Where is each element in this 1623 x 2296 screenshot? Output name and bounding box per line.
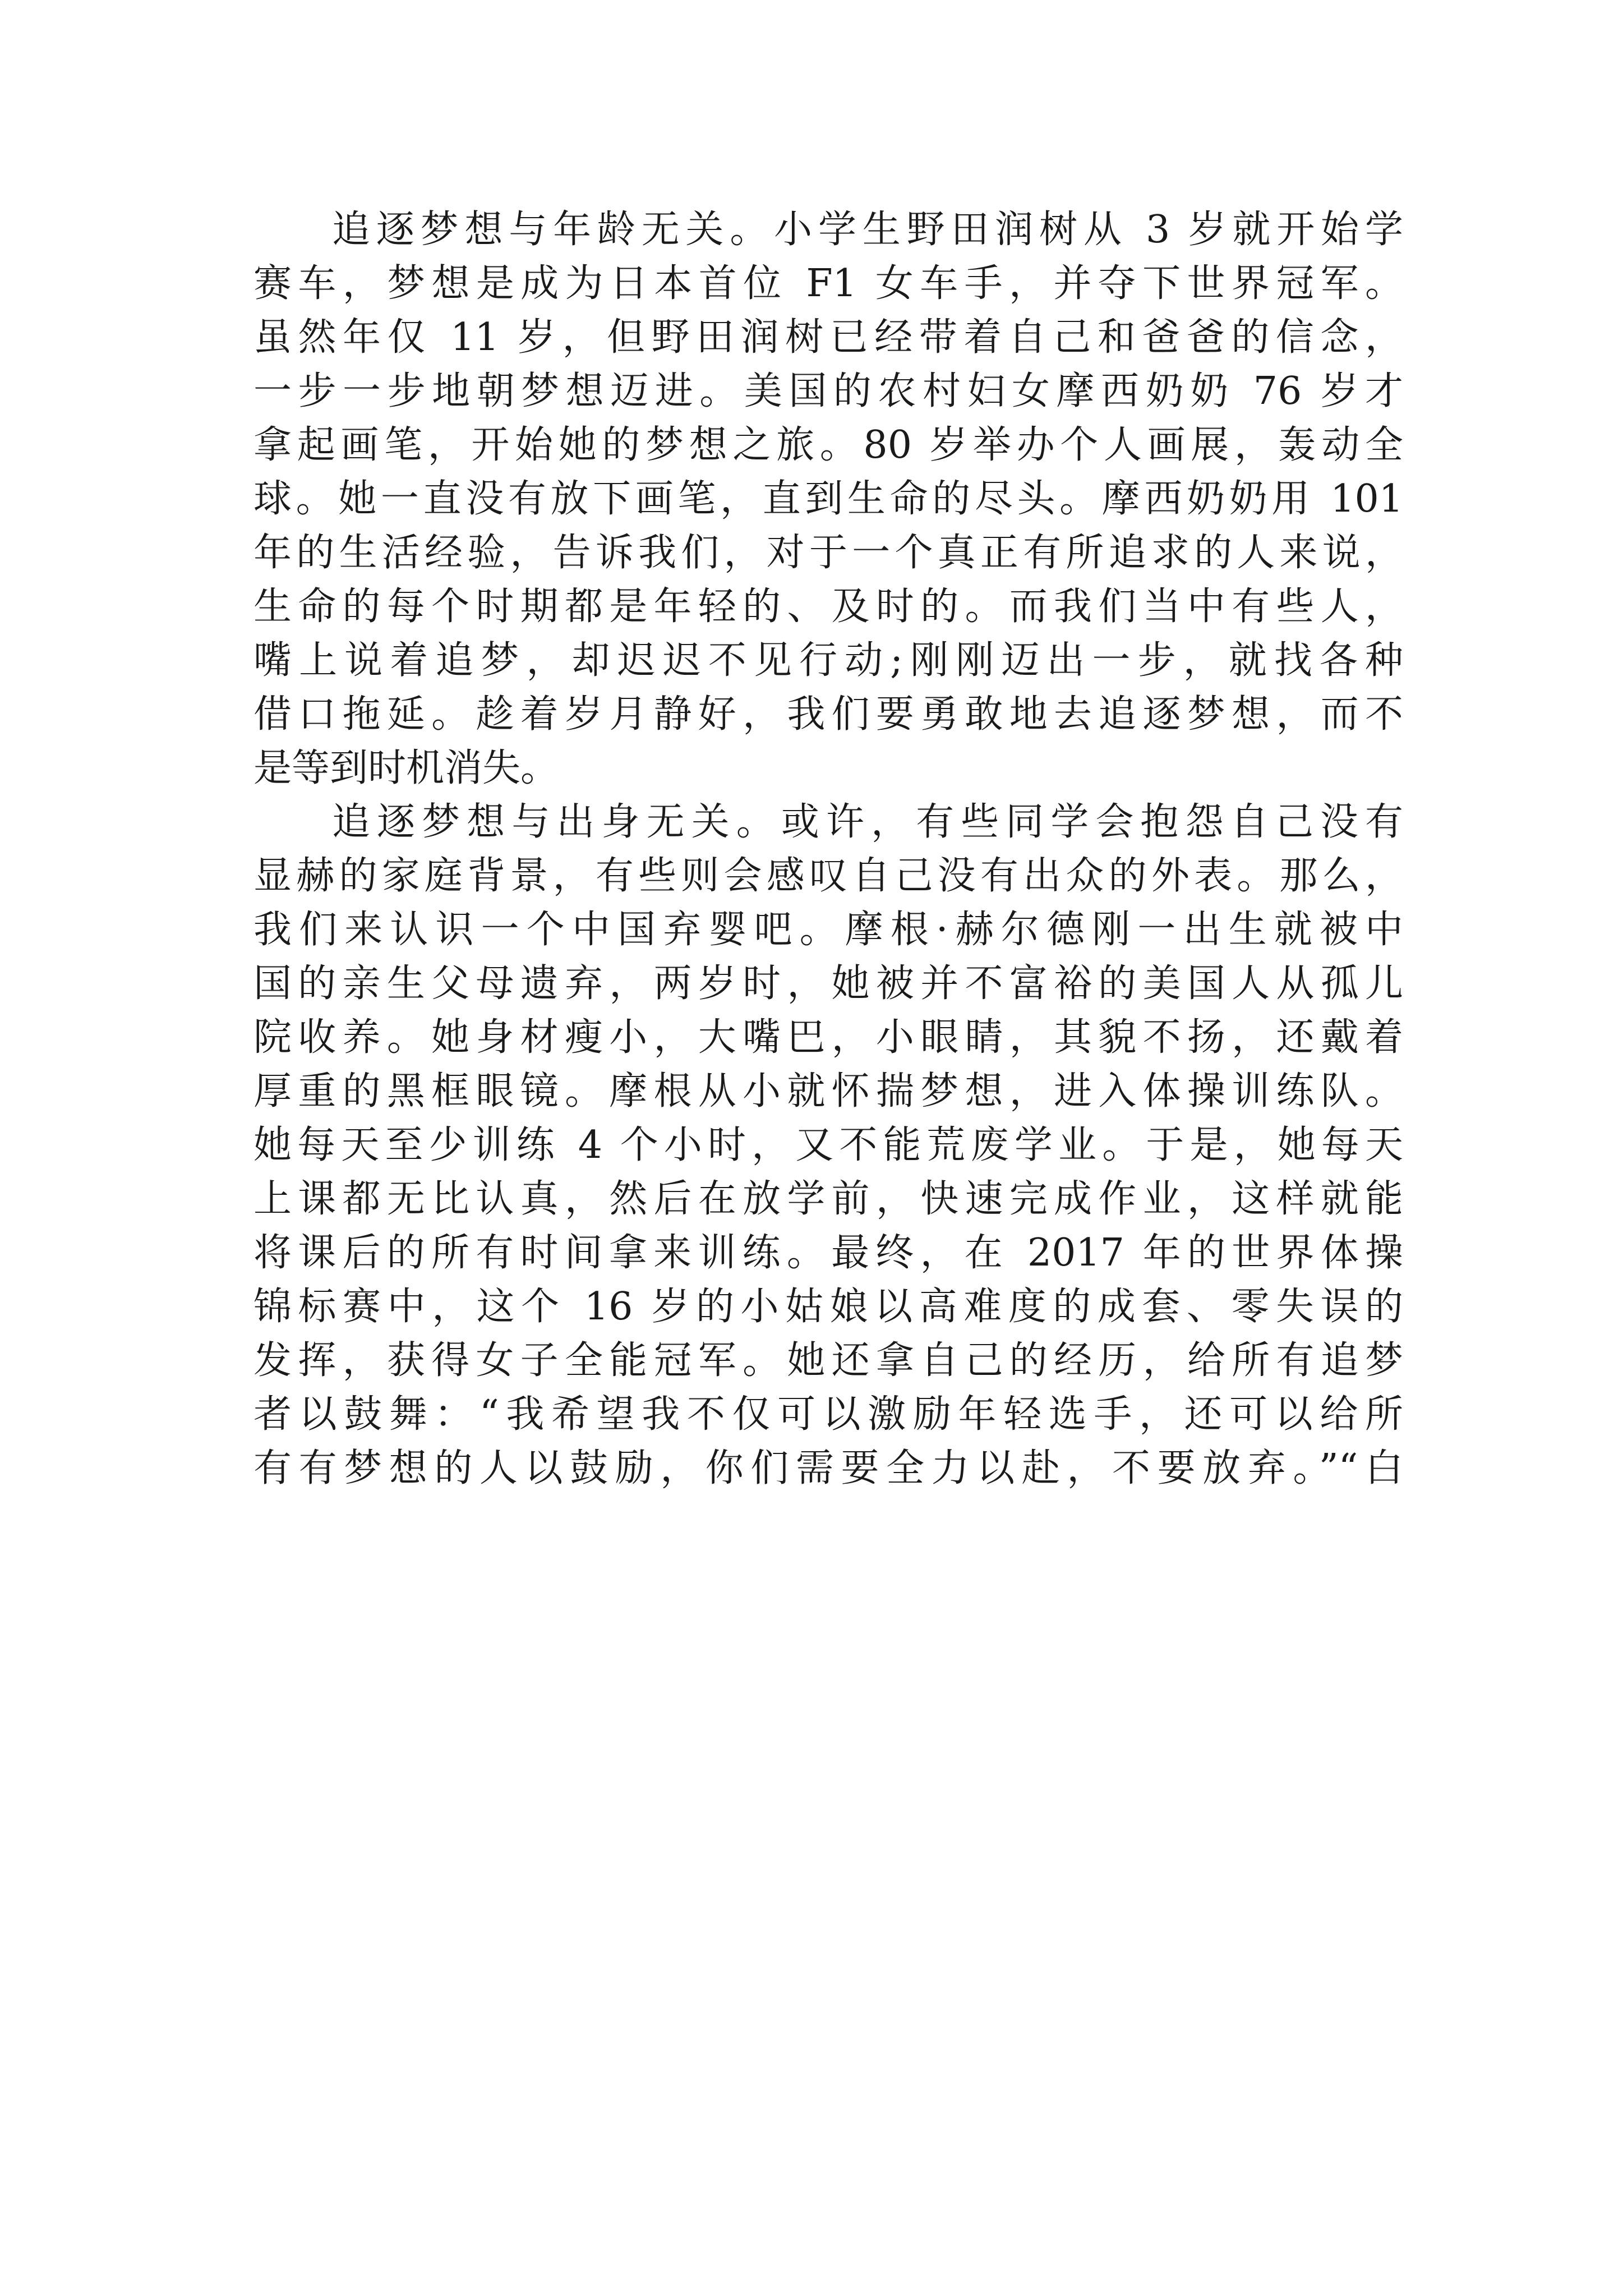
text-line: 上课都无比认真，然后在放学前，快速完成作业，这样就能 bbox=[253, 1177, 1403, 1221]
text-line: 是等到时机消失。 bbox=[253, 746, 559, 790]
text-line: 发挥，获得女子全能冠军。她还拿自己的经历，给所有追梦 bbox=[253, 1338, 1403, 1383]
text-line: 生命的每个时期都是年轻的、及时的。而我们当中有些人， bbox=[253, 585, 1403, 629]
text-line: 显赫的家庭背景，有些则会感叹自己没有出众的外表。那么， bbox=[253, 854, 1403, 898]
body-text bbox=[253, 203, 1403, 1496]
text-line: 一步一步地朝梦想迈进。美国的农村妇女摩西奶奶 76 岁才 bbox=[253, 369, 1403, 413]
text-line: 锦标赛中，这个 16 岁的小姑娘以高难度的成套、零失误的 bbox=[253, 1285, 1403, 1329]
text-line: 国的亲生父母遗弃，两岁时，她被并不富裕的美国人从孤儿 bbox=[253, 961, 1403, 1006]
text-line: 厚重的黑框眼镜。摩根从小就怀揣梦想，进入体操训练队。 bbox=[253, 1069, 1403, 1114]
text-line: 者以鼓舞：“我希望我不仅可以激励年轻选手，还可以给所 bbox=[253, 1392, 1403, 1437]
text-line: 赛车，梦想是成为日本首位 F1 女车手，并夺下世界冠军。 bbox=[253, 261, 1403, 306]
text-line: 将课后的所有时间拿来训练。最终，在 2017 年的世界体操 bbox=[253, 1231, 1403, 1275]
text-line: 追逐梦想与出身无关。或许，有些同学会抱怨自己没有 bbox=[332, 800, 1403, 844]
text-line: 拿起画笔，开始她的梦想之旅。80 岁举办个人画展，轰动全 bbox=[253, 423, 1403, 467]
text-line: 有有梦想的人以鼓励，你们需要全力以赴，不要放弃。”“白 bbox=[253, 1446, 1403, 1490]
text-line: 借口拖延。趁着岁月静好，我们要勇敢地去追逐梦想，而不 bbox=[253, 692, 1403, 737]
text-line: 院收养。她身材瘦小，大嘴巴，小眼睛，其貌不扬，还戴着 bbox=[253, 1015, 1403, 1060]
text-line: 球。她一直没有放下画笔，直到生命的尽头。摩西奶奶用 101 bbox=[253, 477, 1403, 521]
text-line: 虽然年仅 11 岁，但野田润树已经带着自己和爸爸的信念， bbox=[253, 315, 1403, 360]
text-line: 她每天至少训练 4 个小时，又不能荒废学业。于是，她每天 bbox=[253, 1123, 1403, 1167]
text-line: 年的生活经验，告诉我们，对于一个真正有所追求的人来说， bbox=[253, 531, 1403, 575]
text-line: 我们来认识一个中国弃婴吧。摩根·赫尔德刚一出生就被中 bbox=[253, 908, 1403, 952]
paragraph-origin bbox=[253, 795, 1403, 1496]
text-line: 追逐梦想与年龄无关。小学生野田润树从 3 岁就开始学 bbox=[332, 208, 1403, 252]
paragraph-age bbox=[253, 203, 1403, 795]
text-line: 嘴上说着追梦，却迟迟不见行动;刚刚迈出一步，就找各种 bbox=[253, 638, 1403, 683]
